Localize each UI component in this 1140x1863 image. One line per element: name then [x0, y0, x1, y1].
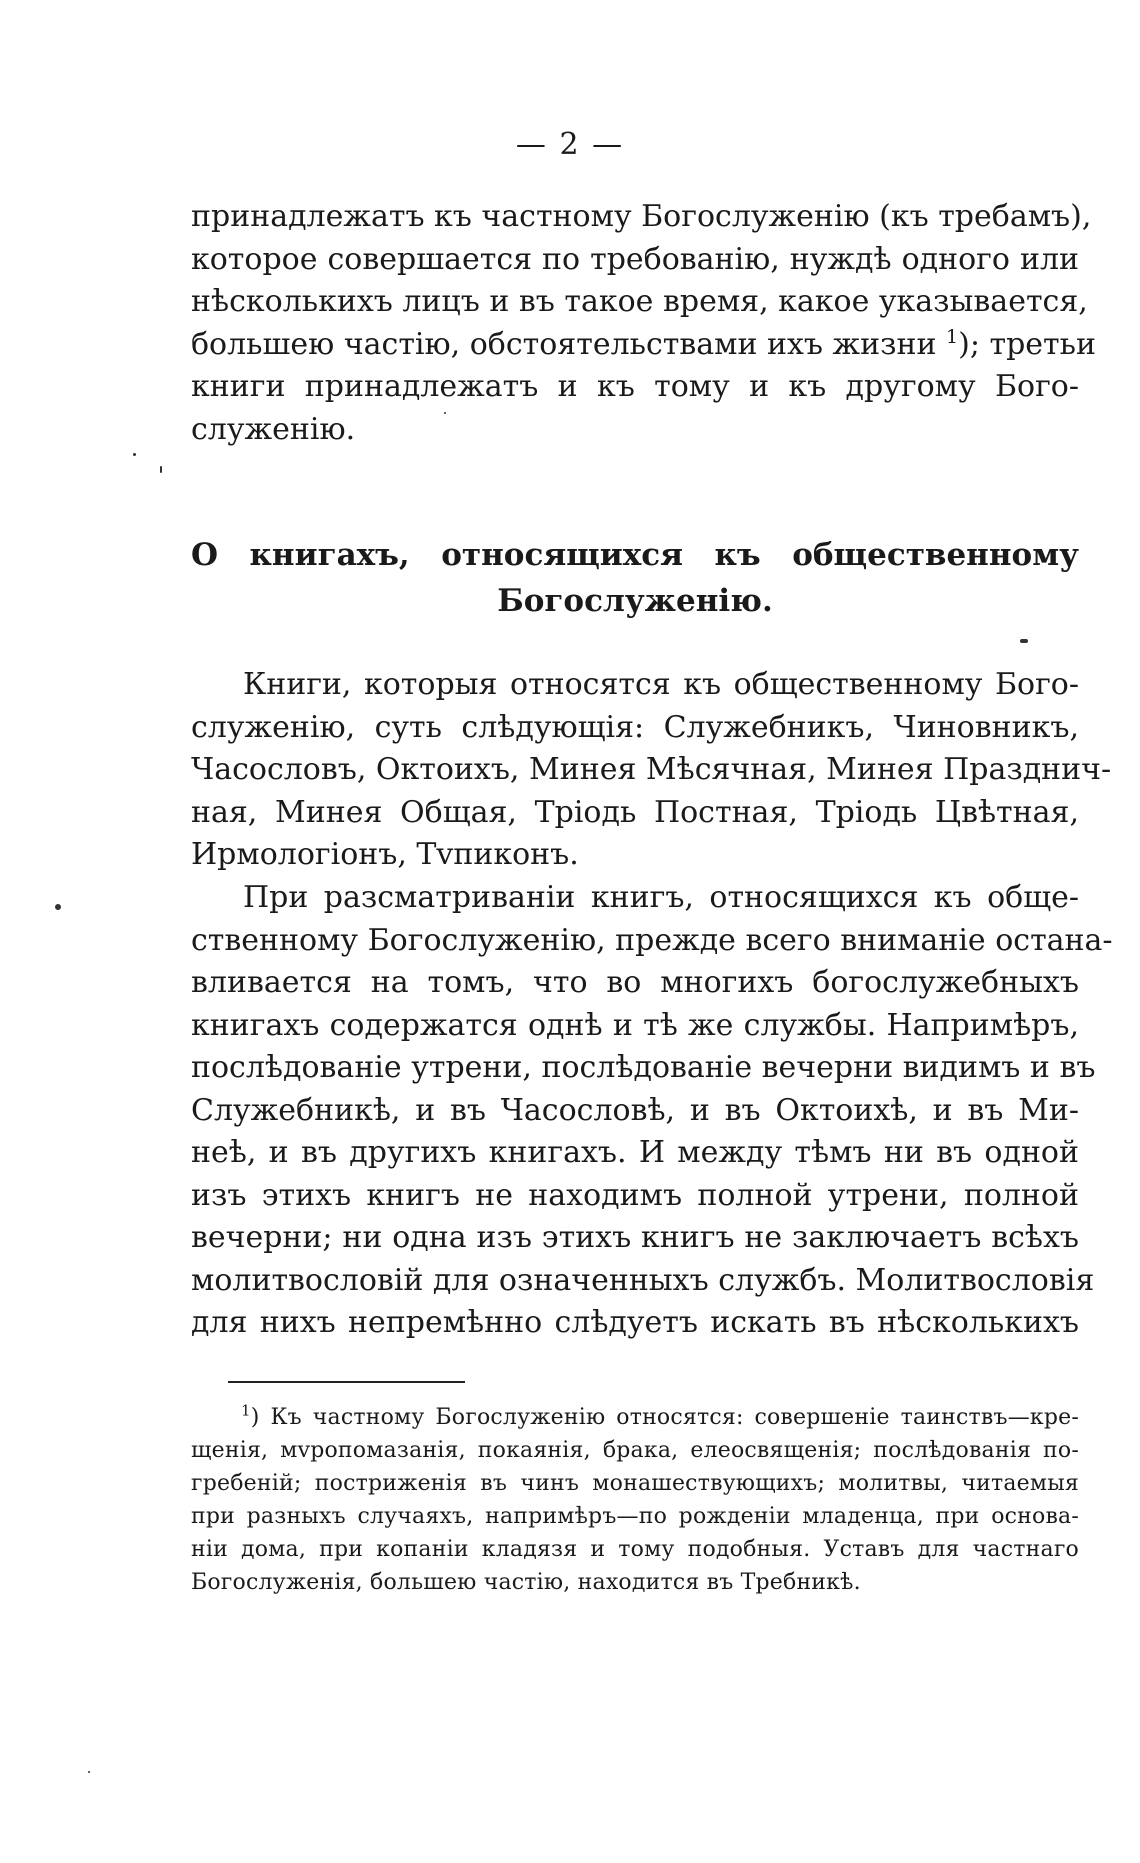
text-line: служенію, суть слѣдующія: Служебникъ, Чиновникъ, [191, 709, 1079, 745]
text-line: послѣдованіе утрени, послѣдованіе вечерни видимъ и въ [191, 1050, 1096, 1085]
text-segment: ) Къ частному Богослуженію относятся: совершеніе таинствъ—кре- [250, 1405, 1079, 1430]
scan-speck [133, 453, 136, 456]
scan-speck [88, 1771, 90, 1773]
text-line: ственному Богослуженію, прежде всего вниманіе остана- [191, 922, 1113, 958]
heading-line: Богослуженію. [497, 583, 773, 619]
text-line: Книги, которыя относятся къ общественному Бого- [243, 667, 1079, 702]
text-line: молитвословій для означенныхъ службъ. Молитвословія [191, 1262, 1095, 1298]
footnote-line: при разныхъ случаяхъ, напримѣръ—по рожденіи младенца, при основа- [191, 1504, 1079, 1529]
footnote [191, 1401, 1079, 1599]
footnote-line: ніи дома, при копаніи кладязя и тому подобныя. Уставъ для частнаго [191, 1537, 1079, 1562]
scan-speck [1020, 639, 1028, 643]
text-line: изъ этихъ книгъ не находимъ полной утрени, полной [191, 1177, 1079, 1213]
paragraph-book-list [191, 664, 1112, 877]
scan-speck [55, 904, 61, 910]
text-line: которое совершается по требованію, нуждѣ одного или [191, 241, 1079, 277]
text-line: Ирмологіонъ, Тvпиконъ. [191, 837, 579, 872]
text-line: для нихъ непремѣнно слѣдуетъ искать въ нѣсколькихъ [191, 1305, 1079, 1340]
text-line: служенію. [191, 411, 356, 447]
page-number: — 2 — [515, 127, 625, 162]
text-line: Служебникѣ, и въ Часословѣ, и въ Октоихѣ, и въ Ми- [191, 1092, 1079, 1128]
paragraph-services [191, 877, 1113, 1345]
scan-speck [444, 412, 446, 414]
footnote-line [191, 1401, 1079, 1434]
text-line: неѣ, и въ другихъ книгахъ. И между тѣмъ ни въ одной [191, 1135, 1079, 1170]
text-line: Часословъ, Октоихъ, Минея Мѣсячная, Минея Празднич- [191, 752, 1112, 787]
section-heading [191, 532, 1079, 624]
text-line: вливается на томъ, что во многихъ богослужебныхъ [191, 965, 1079, 1000]
heading-line: О книгахъ, относящихся къ общественному [191, 537, 1079, 573]
scan-speck [160, 466, 162, 473]
text-line: При разсматриваніи книгъ, относящихся къ обще- [243, 880, 1079, 915]
text-line: книги принадлежатъ и къ тому и къ другому Бого- [191, 369, 1079, 404]
footnote-line: гребеній; постриженія въ чинъ монашествующихъ; молитвы, читаемыя [191, 1471, 1079, 1496]
footnote-mark: 1 [241, 1401, 251, 1420]
text-segment: большею частію, обстоятельствами ихъ жизни [191, 326, 937, 362]
text-line: нѣсколькихъ лицъ и въ такое время, какое указывается, [191, 284, 1088, 319]
top-paragraph [191, 196, 1096, 451]
footnote-line: Богослуженія, большею частію, находится въ Требникѣ. [191, 1570, 861, 1595]
text-line: ная, Минея Общая, Тріодь Постная, Тріодь Цвѣтная, [191, 794, 1079, 830]
text-line-with-footnote-ref [191, 324, 1096, 367]
footnote-reference: 1 [946, 325, 959, 348]
text-segment: ); третьи [958, 326, 1096, 362]
footnote-line: щенія, мvропомазанія, покаянія, брака, елеосвященія; послѣдованія по- [191, 1438, 1079, 1463]
footnote-divider [228, 1381, 465, 1383]
text-line: вечерни; ни одна изъ этихъ книгъ не заключаетъ всѣхъ [191, 1220, 1079, 1255]
text-line: книгахъ содержатся однѣ и тѣ же службы. Напримѣръ, [191, 1007, 1079, 1043]
text-line: принадлежатъ къ частному Богослуженію (къ требамъ), [191, 199, 1092, 234]
